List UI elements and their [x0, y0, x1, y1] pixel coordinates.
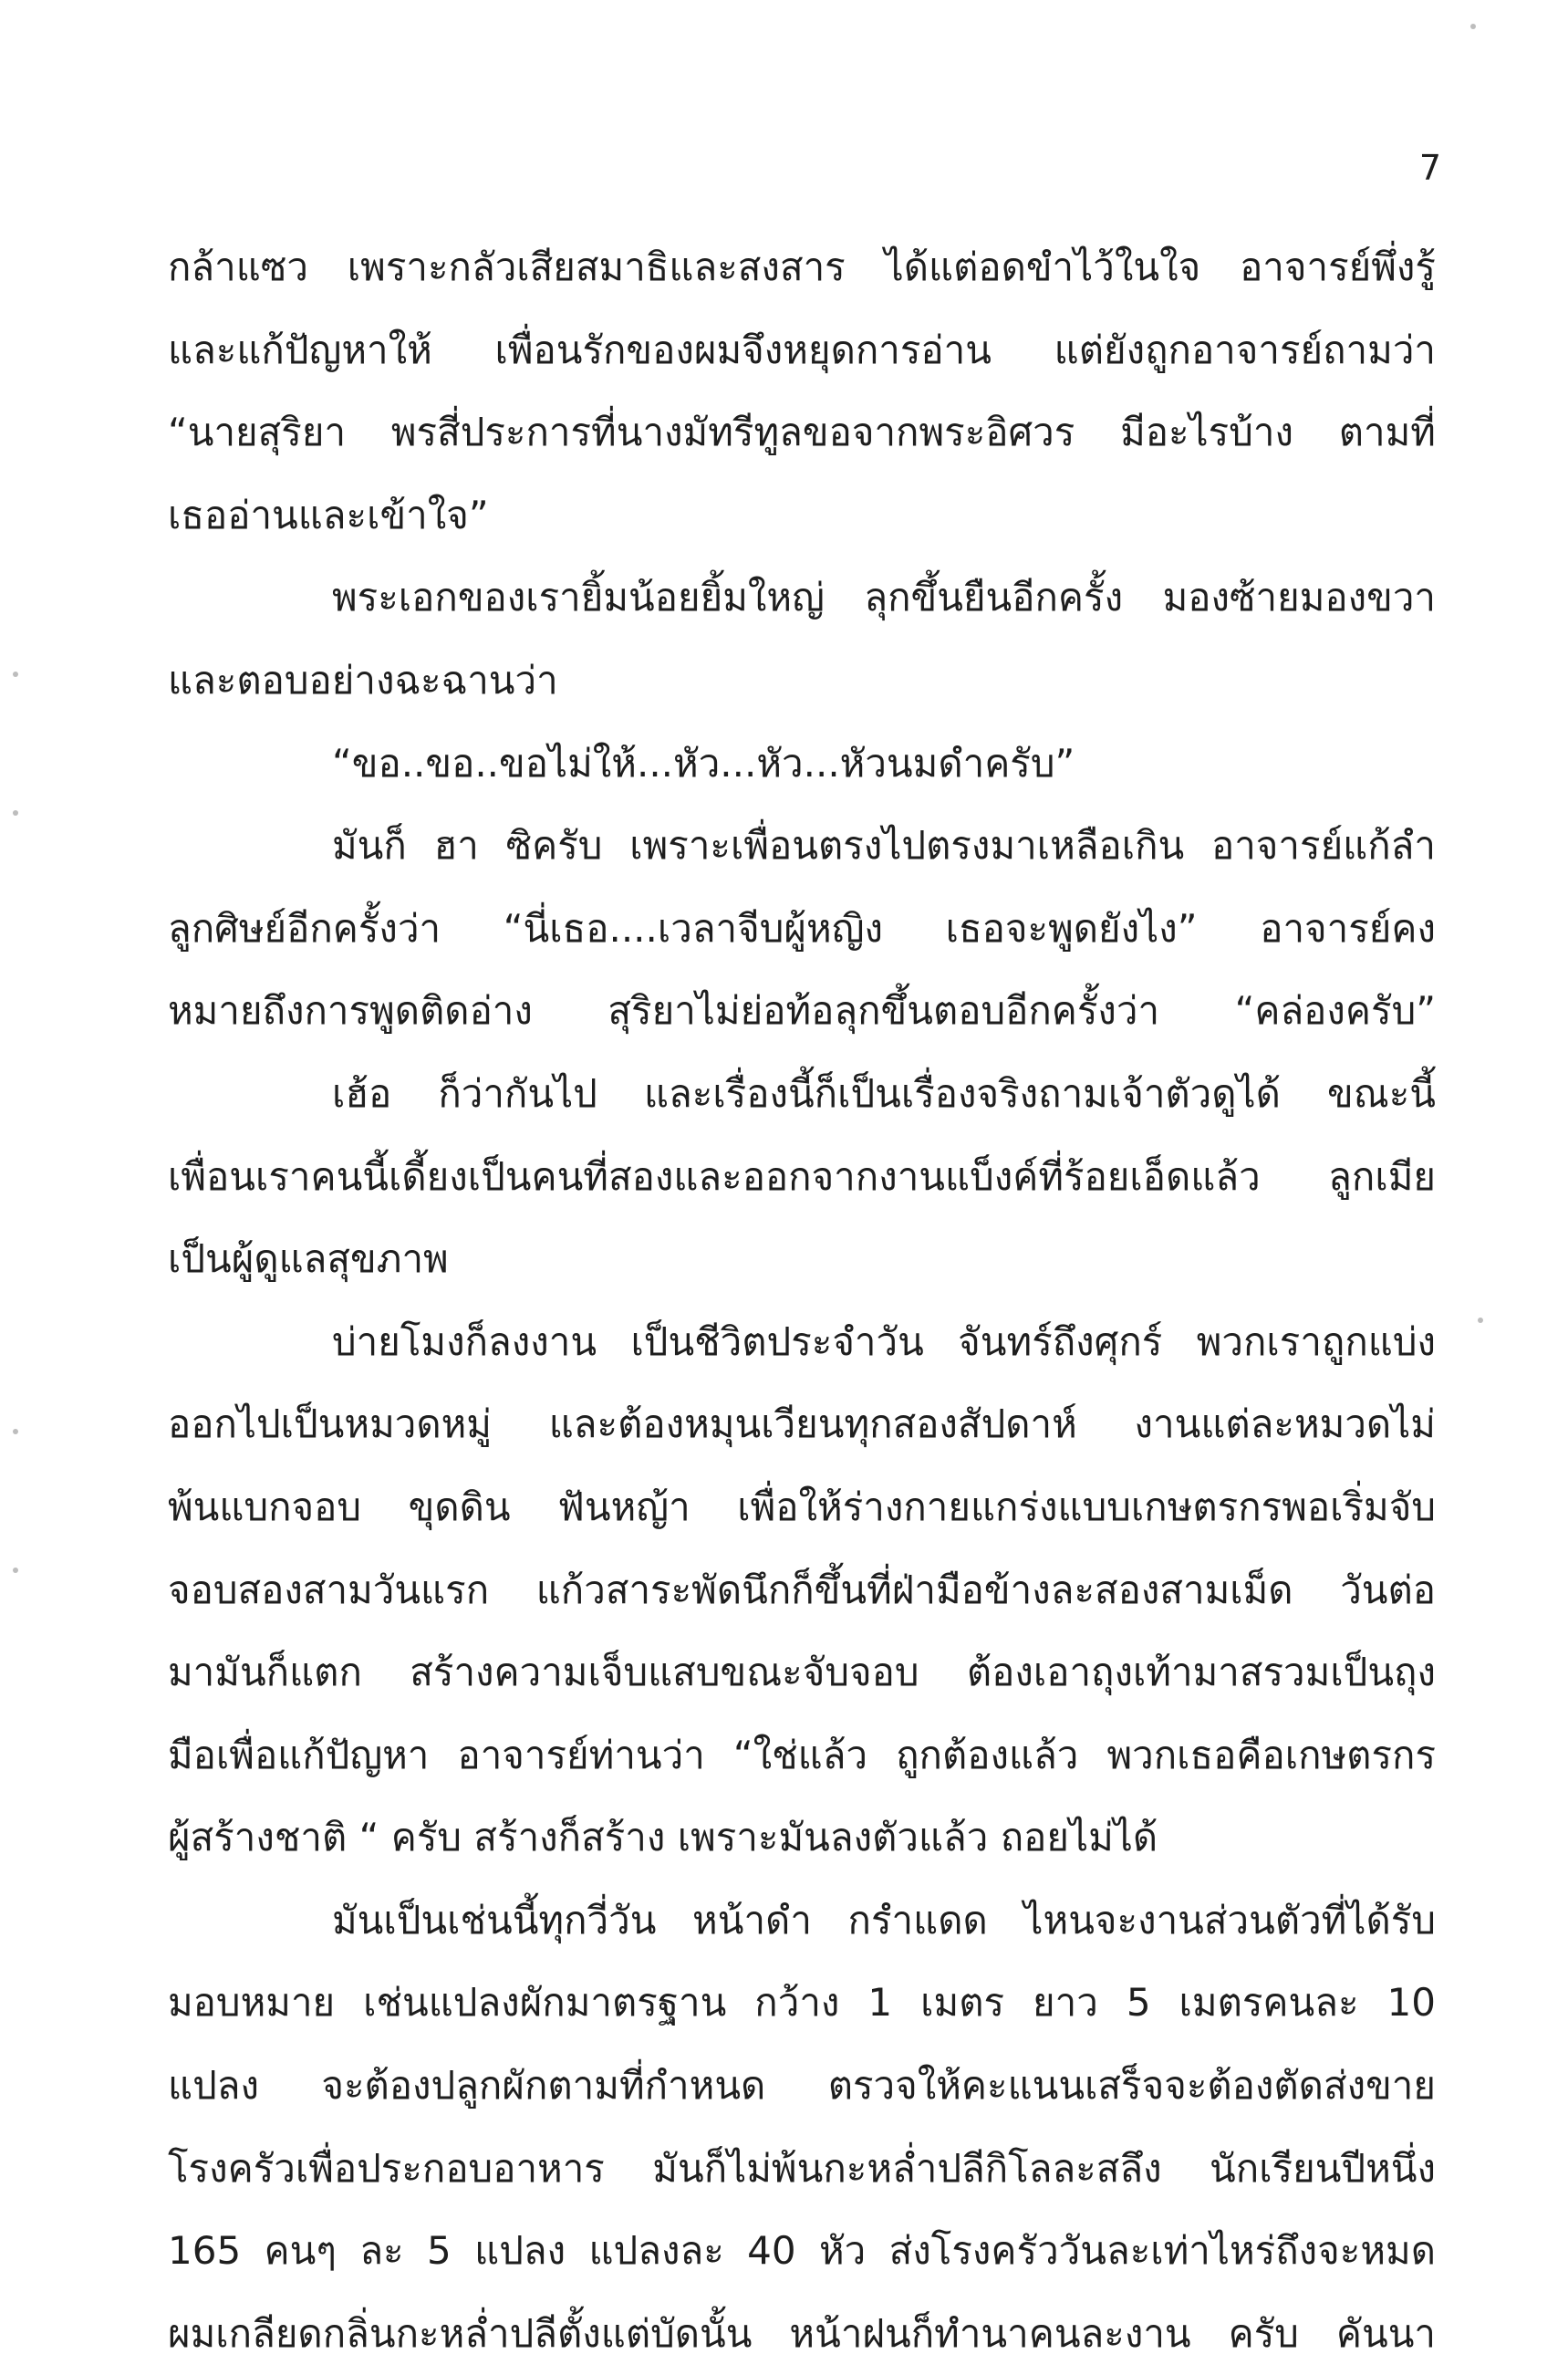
text-line: เฮ้อ ก็ว่ากันไป และเรื่องนี้ก็เป็นเรื่องจริงถามเจ้าตัวดูได้ ขณะนี้: [332, 1070, 1436, 1116]
text-line: ลูกศิษย์อีกครั้งว่า “นี่เธอ....เวลาจีบผู้หญิง เธอจะพูดยังไง” อาจารย์คง: [168, 905, 1436, 951]
text-line: มามันก็แตก สร้างความเจ็บแสบขณะจับจอบ ต้องเอาถุงเท้ามาสรวมเป็นถุง: [168, 1650, 1436, 1695]
scan-speck: [1478, 1318, 1483, 1323]
text-line: “ขอ..ขอ..ขอไม่ให้...หัว...หัว...หัวนมดำครับ”: [332, 740, 1075, 786]
text-line: บ่ายโมงก็ลงงาน เป็นชีวิตประจำวัน จันทร์ถึงศุกร์ พวกเราถูกแบ่ง: [332, 1318, 1436, 1364]
body-text: [168, 226, 1436, 2375]
text-line: แปลง จะต้องปลูกผักตามที่กำหนด ตรวจให้คะแนนเสร็จจะต้องตัดส่งขาย: [168, 2063, 1436, 2109]
scan-speck: [13, 810, 18, 816]
text-line: ผมเกลียดกลิ่นกะหล่ำปลีตั้งแต่บัดนั้น หน้าฝนก็ทำนาคนละงาน ครับ คันนา: [168, 2310, 1436, 2356]
scan-speck: [13, 1429, 18, 1434]
text-line: มอบหมาย เช่นแปลงผักมาตรฐาน กว้าง 1 เมตร ยาว 5 เมตรคนละ 10: [168, 1980, 1436, 2026]
text-line: และแก้ปัญหาให้ เพื่อนรักของผมจึงหยุดการอ่าน แต่ยังถูกอาจารย์ถามว่า: [168, 327, 1436, 372]
text-line: พระเอกของเรายิ้มน้อยยิ้มใหญ่ ลุกขึ้นยืนอีกครั้ง มองซ้ายมองขวา: [332, 575, 1436, 620]
text-line: เป็นผู้ดูแลสุขภาพ: [168, 1236, 449, 1282]
text-line: มันเป็นเช่นนี้ทุกวี่วัน หน้าดำ กรำแดด ไหนจะงานส่วนตัวที่ได้รับ: [332, 1897, 1436, 1943]
text-line: เธออ่านและเข้าใจ”: [168, 492, 489, 537]
text-line: และตอบอย่างฉะฉานว่า: [168, 657, 558, 703]
text-line: ออกไปเป็นหมวดหมู่ และต้องหมุนเวียนทุกสองสัปดาห์ งานแต่ละหมวดไม่: [168, 1401, 1436, 1447]
text-line: เพื่อนเราคนนี้เดี้ยงเป็นคนที่สองและออกจากงานแบ็งค์ที่ร้อยเอ็ดแล้ว ลูกเมีย: [168, 1153, 1436, 1199]
text-line: พ้นแบกจอบ ขุดดิน ฟันหญ้า เพื่อให้ร่างกายแกร่งแบบเกษตรกรพอเริ่มจับ: [168, 1484, 1436, 1529]
text-line: ผู้สร้างชาติ “ ครับ สร้างก็สร้าง เพราะมันลงตัวแล้ว ถอยไม่ได้: [168, 1815, 1158, 1860]
page-number: 7: [1418, 148, 1441, 188]
text-line: หมายถึงการพูดติดอ่าง สุริยาไม่ย่อท้อลุกขึ้นตอบอีกครั้งว่า “คล่องครับ”: [168, 988, 1436, 1034]
scan-speck: [13, 672, 18, 677]
text-line: จอบสองสามวันแรก แก้วสาระพัดนึกก็ขึ้นที่ฝ่ามือข้างละสองสามเม็ด วันต่อ: [168, 1567, 1436, 1612]
text-line: มือเพื่อแก้ปัญหา อาจารย์ท่านว่า “ใช่แล้ว ถูกต้องแล้ว พวกเธอคือเกษตรกร: [168, 1732, 1436, 1777]
text-line: 165 คนๆ ละ 5 แปลง แปลงละ 40 หัว ส่งโรงครัววันละเท่าไหร่ถึงจะหมด: [168, 2228, 1436, 2274]
scan-speck: [13, 1568, 18, 1573]
text-line: มันก็ ฮา ซิครับ เพราะเพื่อนตรงไปตรงมาเหลือเกิน อาจารย์แก้ลำ: [332, 823, 1436, 869]
text-line: “นายสุริยา พรสี่ประการที่นางมัทรีทูลขอจากพระอิศวร มีอะไรบ้าง ตามที่: [168, 410, 1436, 455]
text-line: กล้าแซว เพราะกลัวเสียสมาธิและสงสาร ได้แต่อดขำไว้ในใจ อาจารย์พึ่งรู้: [168, 245, 1436, 289]
text-line: โรงครัวเพื่อประกอบอาหาร มันก็ไม่พ้นกะหล่ำปลีกิโลละสลึง นักเรียนปีหนึ่ง: [168, 2145, 1436, 2191]
scan-speck: [1470, 24, 1476, 29]
